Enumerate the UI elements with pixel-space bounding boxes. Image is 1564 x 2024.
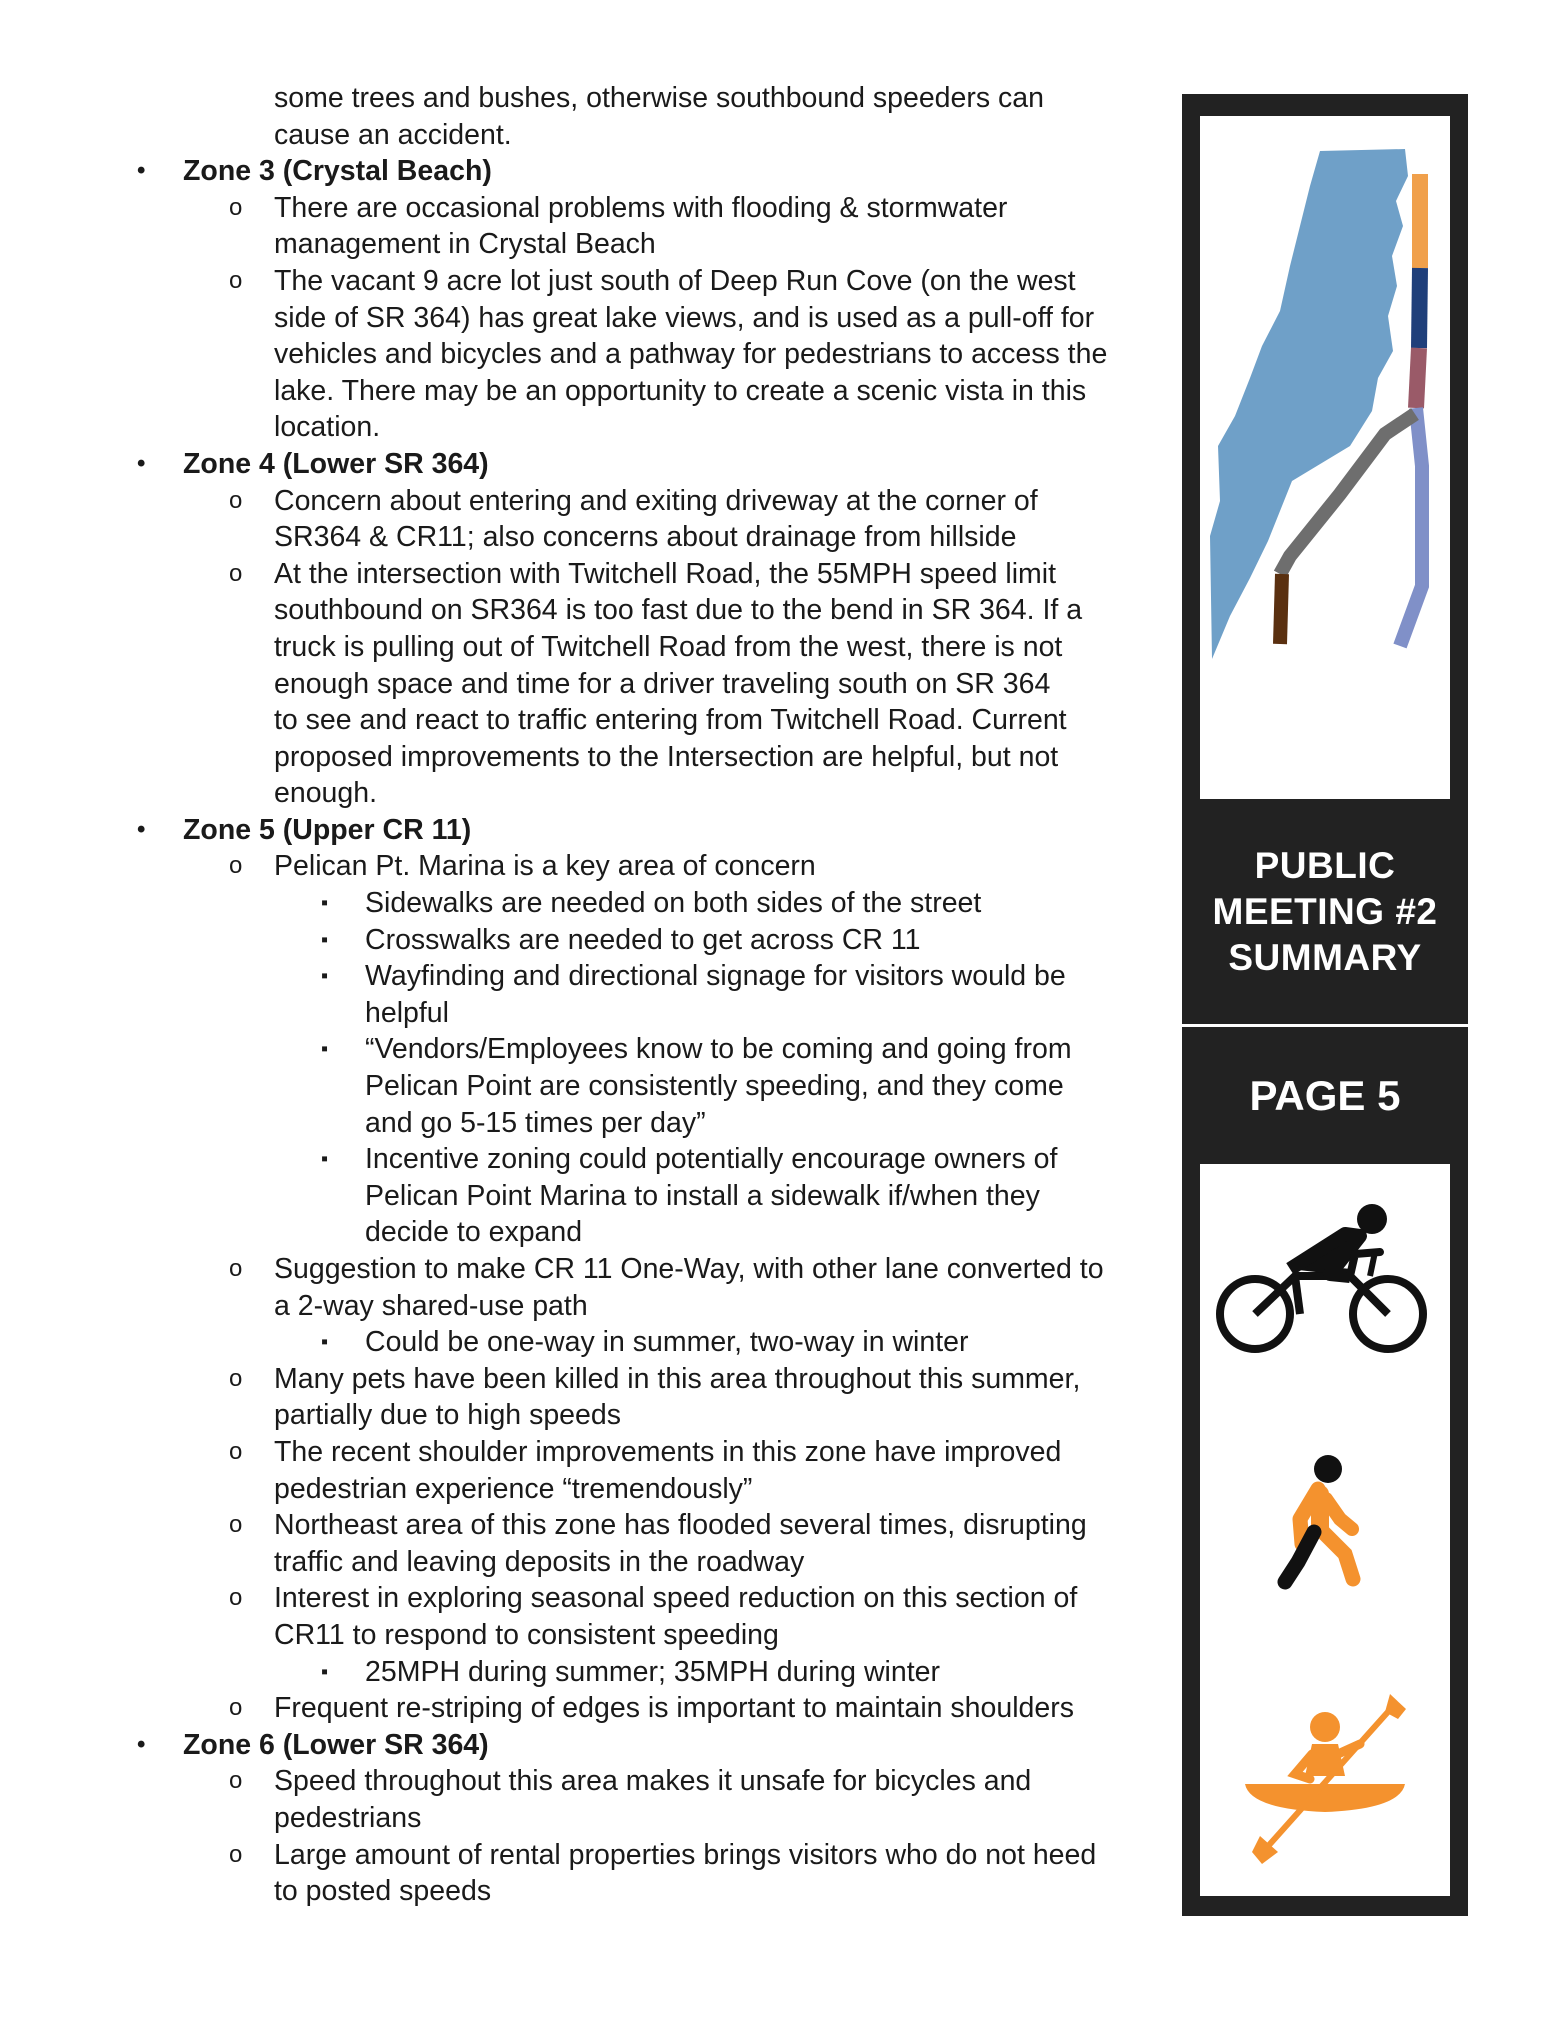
line-text: management in Crystal Beach xyxy=(274,228,656,261)
line-text: enough space and time for a driver traveling south on SR 364 xyxy=(274,667,1051,700)
list-item-continuation xyxy=(137,1873,1102,1910)
line-text: lake. There may be an opportunity to create a scenic vista in this xyxy=(274,374,1087,407)
line-text: “Vendors/Employees know to be coming and going from xyxy=(365,1033,1072,1066)
list-item-continuation xyxy=(137,226,1102,263)
list-marker: o xyxy=(229,1511,243,1539)
list-item-continuation xyxy=(137,592,1102,629)
list-item-continuation xyxy=(137,1800,1102,1837)
line-text: a 2-way shared-use path xyxy=(274,1289,588,1322)
list-marker: o xyxy=(229,486,243,514)
list-item-continuation xyxy=(137,1288,1102,1325)
line-text: helpful xyxy=(365,996,449,1029)
list-item xyxy=(137,190,1102,227)
line-text: The vacant 9 acre lot just south of Deep Run Cove (on the west xyxy=(274,264,1076,297)
list-item xyxy=(137,1580,1102,1617)
line-text: Concern about entering and exiting driveway at the corner of xyxy=(274,484,1038,517)
line-text: Pelican Pt. Marina is a key area of concern xyxy=(274,850,816,883)
list-marker: ▪ xyxy=(321,1331,329,1354)
list-marker: ▪ xyxy=(321,1038,329,1061)
mode-icons xyxy=(1200,1164,1450,1896)
sidebar-frame xyxy=(1182,94,1468,1916)
line-text: SR364 & CR11; also concerns about drainage from hillside xyxy=(274,521,1017,554)
line-text: pedestrian experience “tremendously” xyxy=(274,1472,753,1505)
list-marker: o xyxy=(229,193,243,221)
line-text: enough. xyxy=(274,777,378,810)
zone-heading xyxy=(137,812,1102,849)
title-line: PUBLIC xyxy=(1254,844,1396,886)
line-text: Zone 3 (Crystal Beach) xyxy=(183,155,492,188)
line-text: to posted speeds xyxy=(274,1875,492,1908)
list-item xyxy=(137,1141,1102,1178)
line-text: cause an accident. xyxy=(274,118,512,151)
list-item-continuation xyxy=(137,1397,1102,1434)
list-marker: ▪ xyxy=(321,1660,329,1683)
line-text: Crosswalks are needed to get across CR 11 xyxy=(365,923,921,956)
list-item-continuation xyxy=(137,739,1102,776)
line-text: Incentive zoning could potentially encourage owners of xyxy=(365,1143,1058,1176)
list-marker: o xyxy=(229,1364,243,1392)
list-item xyxy=(137,1251,1102,1288)
list-marker: o xyxy=(229,1694,243,1722)
document-body xyxy=(137,80,1108,1910)
line-text: Wayfinding and directional signage for visitors would be xyxy=(365,960,1066,993)
list-marker: ▪ xyxy=(321,928,329,951)
list-item-continuation xyxy=(137,1544,1102,1581)
zone-segment-navy xyxy=(1419,268,1420,348)
line-text: There are occasional problems with flooding & stormwater xyxy=(274,191,1008,224)
list-item-continuation xyxy=(137,666,1102,703)
zone-map-graphic xyxy=(1200,116,1450,799)
list-item-continuation xyxy=(137,117,1102,154)
page-label: PAGE 5 xyxy=(1249,1071,1401,1119)
title-line: SUMMARY xyxy=(1228,936,1422,978)
line-text: 25MPH during summer; 35MPH during winter xyxy=(365,1655,940,1688)
line-text: vehicles and bicycles and a pathway for pedestrians to access the xyxy=(274,338,1108,371)
zone-segment-mauve xyxy=(1416,348,1419,408)
line-text: southbound on SR364 is too fast due to the bend in SR 364. If a xyxy=(274,594,1083,627)
list-item-continuation xyxy=(137,336,1108,373)
list-marker: • xyxy=(137,449,146,477)
line-text: partially due to high speeds xyxy=(274,1399,621,1432)
line-text: Sidewalks are needed on both sides of the street xyxy=(365,887,982,920)
zone-heading xyxy=(137,1727,1102,1764)
list-marker: ▪ xyxy=(321,965,329,988)
list-marker: • xyxy=(137,815,146,843)
line-text: Large amount of rental properties brings visitors who do not heed xyxy=(274,1838,1097,1871)
list-item xyxy=(137,1690,1102,1727)
line-text: truck is pulling out of Twitchell Road from the west, there is not xyxy=(274,630,1063,663)
list-item-continuation xyxy=(137,1471,1102,1508)
line-text: Interest in exploring seasonal speed reduction on this section of xyxy=(274,1582,1078,1615)
list-marker: o xyxy=(229,1584,243,1612)
mode-icons-panel xyxy=(1200,1164,1450,1896)
list-item-continuation xyxy=(137,80,1102,117)
line-text: The recent shoulder improvements in this zone have improved xyxy=(274,1435,1062,1468)
list-item xyxy=(137,263,1102,300)
list-item-continuation xyxy=(137,1068,1102,1105)
list-item xyxy=(137,1434,1102,1471)
line-text: location. xyxy=(274,411,381,444)
line-text: pedestrians xyxy=(274,1801,422,1834)
lake-shape xyxy=(1210,149,1408,659)
list-marker: o xyxy=(229,266,243,294)
list-item xyxy=(137,1763,1102,1800)
list-item-continuation xyxy=(137,1617,1102,1654)
line-text: Pelican Point Marina to install a sidewalk if/when they xyxy=(365,1179,1040,1212)
line-text: Northeast area of this zone has flooded several times, disrupting xyxy=(274,1509,1087,1542)
line-text: Many pets have been killed in this area throughout this summer, xyxy=(274,1362,1081,1395)
line-text: Frequent re-striping of edges is important to maintain shoulders xyxy=(274,1692,1074,1725)
kayak-icon xyxy=(1245,1694,1406,1864)
line-text: Could be one-way in summer, two-way in winter xyxy=(365,1326,969,1359)
line-text: and go 5-15 times per day” xyxy=(365,1106,706,1139)
list-item xyxy=(137,1361,1102,1398)
list-marker: ▪ xyxy=(321,892,329,915)
zone-heading xyxy=(137,153,1102,190)
line-text: to see and react to traffic entering from Twitchell Road. Current xyxy=(274,704,1067,737)
zone-segment-brown xyxy=(1280,574,1282,644)
zone-heading xyxy=(137,446,1102,483)
line-text: Zone 4 (Lower SR 364) xyxy=(183,447,489,480)
list-marker: • xyxy=(137,157,146,185)
line-text: Zone 6 (Lower SR 364) xyxy=(183,1728,489,1761)
list-item-continuation xyxy=(137,629,1102,666)
list-marker: • xyxy=(137,1730,146,1758)
line-text: traffic and leaving deposits in the roadway xyxy=(274,1545,805,1578)
list-item xyxy=(137,922,1102,959)
line-text: Speed throughout this area makes it unsafe for bicycles and xyxy=(274,1765,1032,1798)
list-item-continuation xyxy=(137,1178,1102,1215)
title-line: MEETING #2 xyxy=(1212,890,1438,932)
list-item xyxy=(137,1654,1102,1691)
list-marker: o xyxy=(229,1767,243,1795)
list-item-continuation xyxy=(137,373,1102,410)
line-text: At the intersection with Twitchell Road, the 55MPH speed limit xyxy=(274,557,1057,590)
bicycle-icon xyxy=(1220,1204,1423,1349)
list-item xyxy=(137,1324,1102,1361)
list-item xyxy=(137,556,1102,593)
zone-map xyxy=(1200,116,1450,799)
list-item xyxy=(137,885,1102,922)
line-text: side of SR 364) has great lake views, and is used as a pull-off for xyxy=(274,301,1095,334)
line-text: CR11 to respond to consistent speeding xyxy=(274,1618,779,1651)
list-item-continuation xyxy=(137,409,1102,446)
list-item xyxy=(137,483,1102,520)
line-text: Suggestion to make CR 11 One-Way, with other lane converted to xyxy=(274,1253,1104,1285)
list-item xyxy=(137,848,1102,885)
list-marker: o xyxy=(229,1840,243,1868)
list-marker: o xyxy=(229,559,243,587)
list-item-continuation xyxy=(137,300,1102,337)
list-item-continuation xyxy=(137,1214,1102,1251)
list-item xyxy=(137,1507,1102,1544)
list-marker: o xyxy=(229,852,243,880)
list-marker: o xyxy=(229,1255,243,1282)
document-title xyxy=(1182,799,1468,1024)
list-item-continuation xyxy=(137,995,1102,1032)
zone-segment-periwinkle xyxy=(1400,408,1422,646)
list-item xyxy=(137,958,1102,995)
line-text: some trees and bushes, otherwise southbound speeders can xyxy=(274,82,1044,114)
list-item xyxy=(137,1031,1102,1068)
list-marker: o xyxy=(229,1437,243,1465)
list-item-continuation xyxy=(137,702,1102,739)
list-marker: ▪ xyxy=(321,1148,329,1171)
list-item-continuation xyxy=(137,775,1102,812)
pedestrian-icon xyxy=(1285,1455,1353,1582)
list-item xyxy=(137,1837,1102,1874)
line-text: Zone 5 (Upper CR 11) xyxy=(183,813,472,846)
line-text: Pelican Point are consistently speeding, and they come xyxy=(365,1070,1064,1103)
list-item-continuation xyxy=(137,1105,1102,1142)
line-text: decide to expand xyxy=(365,1216,583,1249)
list-item-continuation xyxy=(137,519,1102,556)
line-text: proposed improvements to the Intersection are helpful, but not xyxy=(274,740,1059,773)
